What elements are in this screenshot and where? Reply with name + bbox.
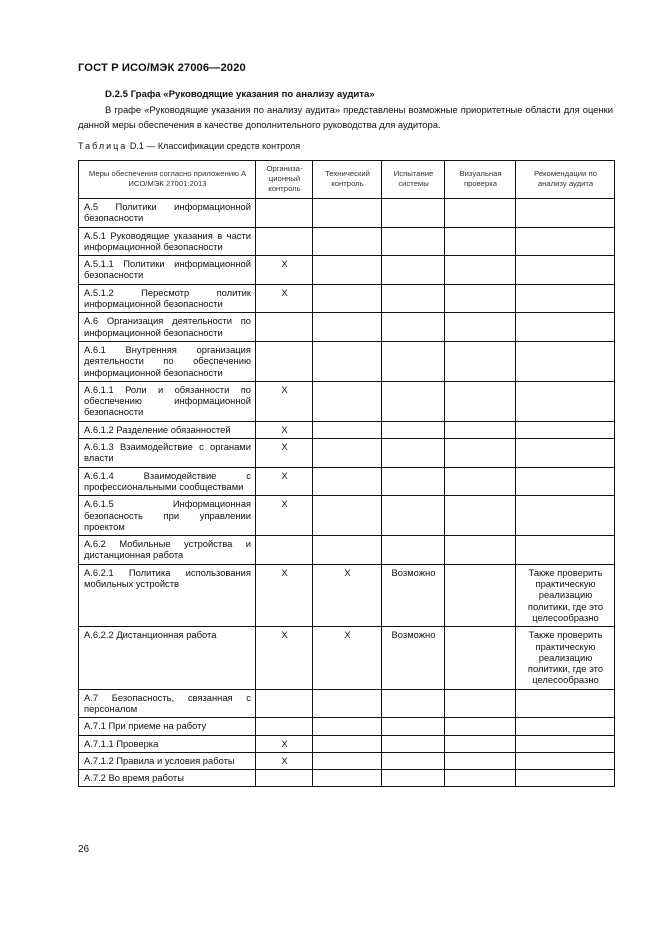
- system-test-cell: [382, 199, 445, 228]
- audit-guidance-cell: [516, 256, 615, 285]
- header-org-control: Организа-ционный контроль: [256, 161, 313, 199]
- table-row: [79, 421, 615, 438]
- system-test-cell: [382, 256, 445, 285]
- tech-control-cell: X: [313, 627, 382, 689]
- system-test-cell: [382, 536, 445, 565]
- org-control-cell: X: [256, 439, 313, 468]
- measure-cell: А.6.1.2 Разделение обязанностей: [79, 421, 256, 438]
- audit-guidance-cell: [516, 421, 615, 438]
- measure-cell: А.5.1.1 Политики информационной безопасности: [79, 256, 256, 285]
- visual-check-cell: [445, 536, 516, 565]
- tech-control-cell: [313, 496, 382, 536]
- visual-check-cell: [445, 735, 516, 752]
- measure-cell: А.7.2 Во время работы: [79, 770, 256, 787]
- classification-table: [78, 160, 615, 787]
- table-row: [79, 227, 615, 256]
- system-test-cell: Возможно: [382, 627, 445, 689]
- header-tech-control: Технический контроль: [313, 161, 382, 199]
- audit-guidance-cell: [516, 439, 615, 468]
- table-caption: [78, 141, 300, 151]
- audit-guidance-cell: [516, 735, 615, 752]
- visual-check-cell: [445, 718, 516, 735]
- visual-check-cell: [445, 627, 516, 689]
- org-control-cell: X: [256, 627, 313, 689]
- tech-control-cell: [313, 770, 382, 787]
- tech-control-cell: [313, 439, 382, 468]
- measure-cell: А.5.1 Руководящие указания в части информационной безопасности: [79, 227, 256, 256]
- org-control-cell: [256, 689, 313, 718]
- visual-check-cell: [445, 199, 516, 228]
- tech-control-cell: [313, 381, 382, 421]
- tech-control-cell: [313, 341, 382, 381]
- audit-guidance-cell: [516, 689, 615, 718]
- measure-cell: А.6.2.2 Дистанционная работа: [79, 627, 256, 689]
- table-header-row: [79, 161, 615, 199]
- table-row: [79, 536, 615, 565]
- table-row: [79, 284, 615, 313]
- header-system-test: Испытание системы: [382, 161, 445, 199]
- org-control-cell: X: [256, 256, 313, 285]
- audit-guidance-cell: [516, 752, 615, 769]
- audit-guidance-cell: [516, 284, 615, 313]
- header-audit-guidance: Рекомендации по анализу аудита: [516, 161, 615, 199]
- audit-guidance-cell: [516, 770, 615, 787]
- table-row: [79, 381, 615, 421]
- table-row: [79, 752, 615, 769]
- system-test-cell: [382, 467, 445, 496]
- tech-control-cell: [313, 313, 382, 342]
- org-control-cell: [256, 227, 313, 256]
- table-row: [79, 770, 615, 787]
- measure-cell: А.7 Безопасность, связанная с персоналом: [79, 689, 256, 718]
- tech-control-cell: X: [313, 564, 382, 626]
- org-control-cell: X: [256, 381, 313, 421]
- paragraph-text: В графе «Руководящие указания по анализу аудита» представлены возможные приоритетные области для оценки данной меры обеспечения в качестве дополнительного руководства для аудитора.: [78, 104, 613, 130]
- table-row: [79, 467, 615, 496]
- system-test-cell: [382, 496, 445, 536]
- measure-cell: А.6.2 Мобильные устройства и дистанционная работа: [79, 536, 256, 565]
- measure-cell: А.5 Политики информационной безопасности: [79, 199, 256, 228]
- measure-cell: А.5.1.2 Пересмотр политик информационной безопасности: [79, 284, 256, 313]
- visual-check-cell: [445, 313, 516, 342]
- table-row: [79, 689, 615, 718]
- org-control-cell: [256, 536, 313, 565]
- table-row: [79, 341, 615, 381]
- visual-check-cell: [445, 496, 516, 536]
- system-test-cell: [382, 421, 445, 438]
- page-number: 26: [78, 844, 90, 855]
- tech-control-cell: [313, 718, 382, 735]
- table-row: [79, 627, 615, 689]
- org-control-cell: [256, 313, 313, 342]
- measure-cell: А.7.1.1 Проверка: [79, 735, 256, 752]
- measure-cell: А.6.1.5 Информационная безопасность при управлении проектом: [79, 496, 256, 536]
- system-test-cell: [382, 284, 445, 313]
- system-test-cell: [382, 752, 445, 769]
- visual-check-cell: [445, 689, 516, 718]
- table-caption-text: D.1 — Классификации средств контроля: [129, 141, 301, 151]
- measure-cell: А.7.1.2 Правила и условия работы: [79, 752, 256, 769]
- table-caption-prefix: Таблица: [78, 141, 128, 151]
- tech-control-cell: [313, 199, 382, 228]
- table-row: [79, 256, 615, 285]
- table-row: [79, 199, 615, 228]
- audit-guidance-cell: [516, 227, 615, 256]
- system-test-cell: [382, 227, 445, 256]
- tech-control-cell: [313, 536, 382, 565]
- org-control-cell: X: [256, 752, 313, 769]
- system-test-cell: [382, 689, 445, 718]
- measure-cell: А.6 Организация деятельности по информационной безопасности: [79, 313, 256, 342]
- visual-check-cell: [445, 752, 516, 769]
- tech-control-cell: [313, 689, 382, 718]
- visual-check-cell: [445, 256, 516, 285]
- tech-control-cell: [313, 256, 382, 285]
- audit-guidance-cell: [516, 718, 615, 735]
- audit-guidance-cell: [516, 496, 615, 536]
- org-control-cell: [256, 199, 313, 228]
- org-control-cell: X: [256, 564, 313, 626]
- system-test-cell: [382, 341, 445, 381]
- section-paragraph: [78, 102, 613, 132]
- visual-check-cell: [445, 564, 516, 626]
- measure-cell: А.6.1 Внутренняя организация деятельности по обеспечению информационной безопасности: [79, 341, 256, 381]
- system-test-cell: [382, 313, 445, 342]
- system-test-cell: [382, 770, 445, 787]
- visual-check-cell: [445, 770, 516, 787]
- visual-check-cell: [445, 284, 516, 313]
- table-row: [79, 439, 615, 468]
- tech-control-cell: [313, 227, 382, 256]
- visual-check-cell: [445, 227, 516, 256]
- system-test-cell: Возможно: [382, 564, 445, 626]
- measure-cell: А.6.1.1 Роли и обязанности по обеспечению информационной безопасности: [79, 381, 256, 421]
- audit-guidance-cell: [516, 381, 615, 421]
- table-row: [79, 496, 615, 536]
- system-test-cell: [382, 381, 445, 421]
- section-title: D.2.5 Графа «Руководящие указания по анализу аудита»: [105, 89, 375, 100]
- visual-check-cell: [445, 381, 516, 421]
- org-control-cell: X: [256, 284, 313, 313]
- visual-check-cell: [445, 467, 516, 496]
- document-header: ГОСТ Р ИСО/МЭК 27006—2020: [78, 62, 246, 74]
- measure-cell: А.6.2.1 Политика использования мобильных устройств: [79, 564, 256, 626]
- tech-control-cell: [313, 752, 382, 769]
- table-row: [79, 313, 615, 342]
- visual-check-cell: [445, 341, 516, 381]
- org-control-cell: [256, 770, 313, 787]
- header-visual-check: Визуальная проверка: [445, 161, 516, 199]
- tech-control-cell: [313, 467, 382, 496]
- audit-guidance-cell: Также проверить практическую реализацию политики, где это целесообразно: [516, 564, 615, 626]
- table-row: [79, 735, 615, 752]
- measure-cell: А.6.1.3 Взаимодействие с органами власти: [79, 439, 256, 468]
- tech-control-cell: [313, 421, 382, 438]
- org-control-cell: [256, 341, 313, 381]
- tech-control-cell: [313, 284, 382, 313]
- table-body: [79, 199, 615, 787]
- audit-guidance-cell: [516, 536, 615, 565]
- audit-guidance-cell: [516, 341, 615, 381]
- org-control-cell: [256, 718, 313, 735]
- visual-check-cell: [445, 439, 516, 468]
- visual-check-cell: [445, 421, 516, 438]
- header-measures: Меры обеспечения согласно приложению А ИСО/МЭК 27001:2013: [79, 161, 256, 199]
- tech-control-cell: [313, 735, 382, 752]
- org-control-cell: X: [256, 735, 313, 752]
- audit-guidance-cell: [516, 313, 615, 342]
- table-row: [79, 718, 615, 735]
- org-control-cell: X: [256, 496, 313, 536]
- system-test-cell: [382, 718, 445, 735]
- audit-guidance-cell: [516, 199, 615, 228]
- table-row: [79, 564, 615, 626]
- system-test-cell: [382, 439, 445, 468]
- org-control-cell: X: [256, 421, 313, 438]
- system-test-cell: [382, 735, 445, 752]
- org-control-cell: X: [256, 467, 313, 496]
- audit-guidance-cell: [516, 467, 615, 496]
- measure-cell: А.6.1.4 Взаимодействие с профессиональными сообществами: [79, 467, 256, 496]
- audit-guidance-cell: Также проверить практическую реализацию политики, где это целесообразно: [516, 627, 615, 689]
- measure-cell: А.7.1 При приеме на работу: [79, 718, 256, 735]
